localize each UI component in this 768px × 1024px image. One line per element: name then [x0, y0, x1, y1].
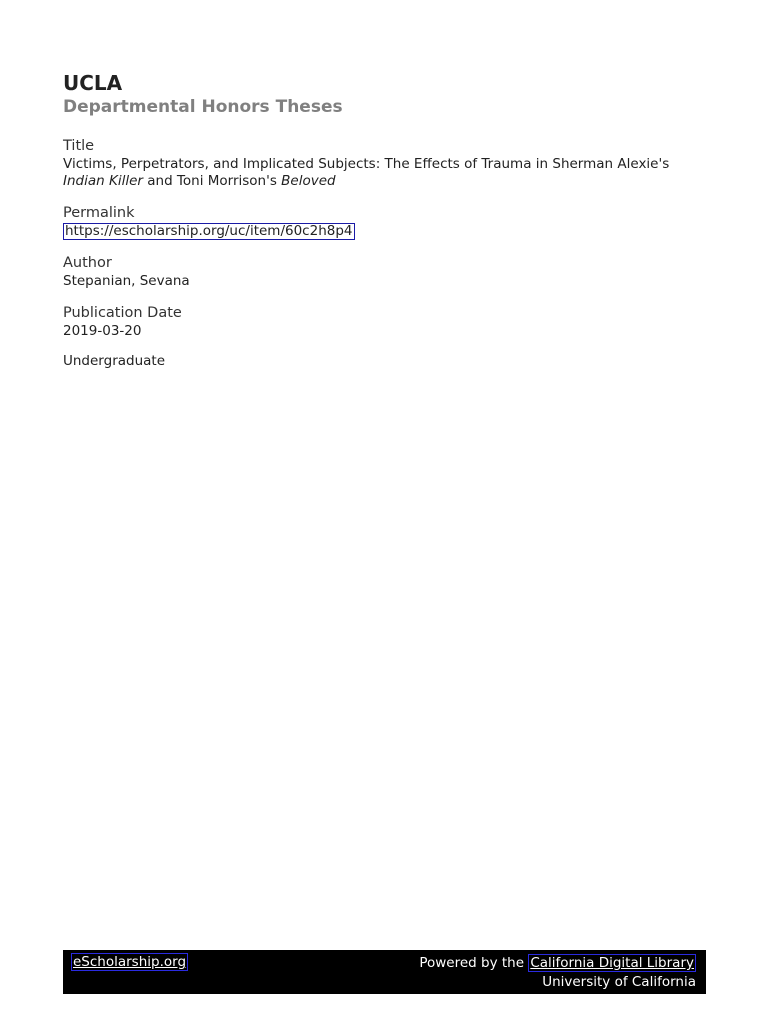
title-label: Title	[63, 138, 95, 154]
footer-left	[71, 954, 188, 970]
powered-by-text: Powered by the	[419, 955, 529, 971]
powered-by-line	[419, 954, 696, 973]
footer-bar	[63, 950, 706, 994]
title-mid: and Toni Morrison's	[142, 173, 282, 189]
title-line1: Victims, Perpetrators, and Implicated Subjects: The Effects of Trauma in Sherman Alexie's	[63, 156, 670, 172]
escholarship-link[interactable]: eScholarship.org	[73, 954, 187, 970]
publication-date-label: Publication Date	[63, 305, 182, 321]
permalink-value	[63, 223, 706, 240]
series-name: Departmental Honors Theses	[63, 97, 343, 117]
title-italic-indian-killer: Indian Killer	[63, 173, 143, 189]
university-name: University of California	[542, 974, 696, 990]
title-section	[63, 136, 706, 190]
author-section	[63, 253, 706, 290]
cdl-link[interactable]: California Digital Library	[530, 955, 694, 971]
permalink-link[interactable]: https://escholarship.org/uc/item/60c2h8p4	[65, 223, 353, 239]
title-value	[63, 156, 706, 190]
degree-level: Undergraduate	[63, 353, 166, 369]
author-value: Stepanian, Sevana	[63, 273, 190, 289]
title-italic-beloved: Beloved	[281, 173, 336, 189]
permalink-section	[63, 203, 706, 240]
publication-date-value: 2019-03-20	[63, 323, 142, 339]
document-page	[63, 70, 706, 370]
institution-name: UCLA	[63, 71, 123, 95]
footer-right	[419, 954, 696, 992]
author-label: Author	[63, 255, 112, 271]
publication-date-section	[63, 303, 706, 340]
permalink-label: Permalink	[63, 205, 135, 221]
